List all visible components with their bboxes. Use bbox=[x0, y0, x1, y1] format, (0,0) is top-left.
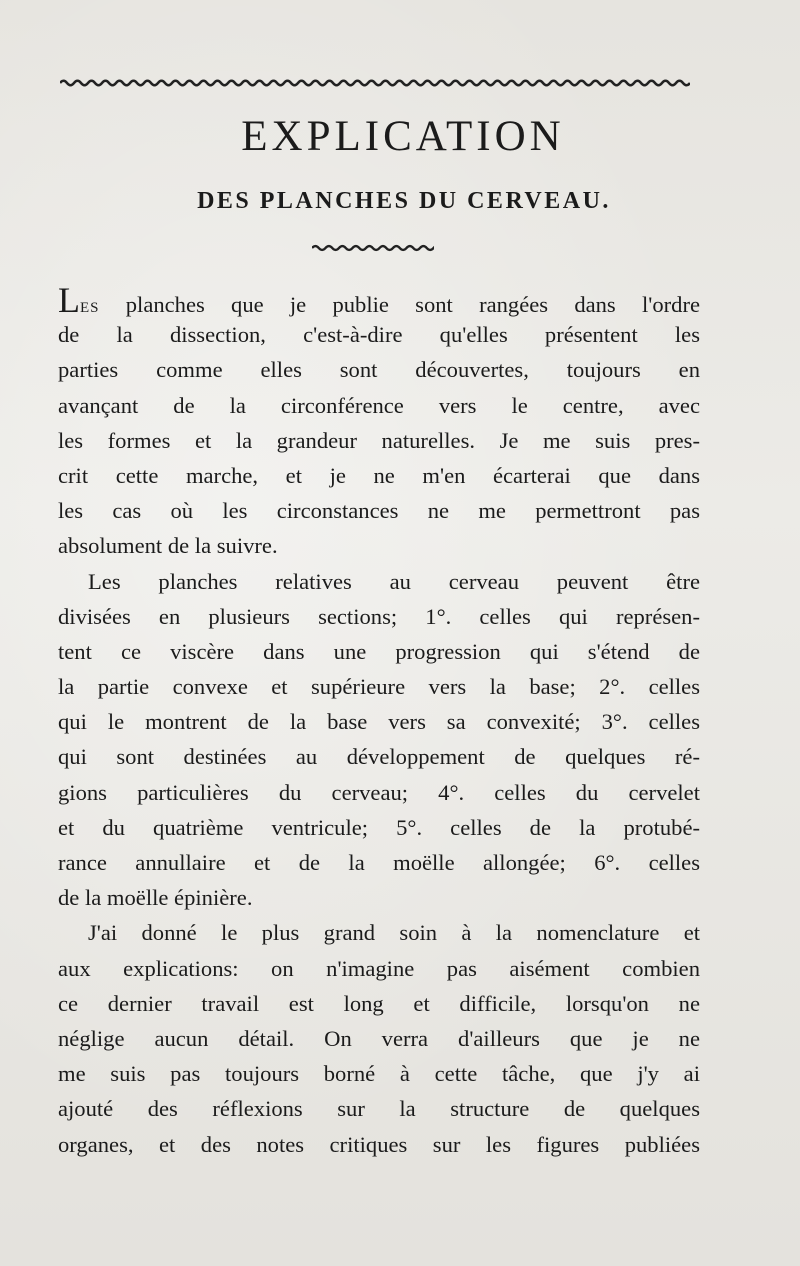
text-line: ajouté des réflexions sur la structure de quelques bbox=[58, 1096, 700, 1122]
text-line: et du quatrième ventricule; 5°. celles de la protubé- bbox=[58, 814, 700, 840]
text-line: me suis pas toujours borné à cette tâche, que j'y ai bbox=[58, 1061, 700, 1087]
body-text bbox=[58, 282, 700, 1162]
text-line: la partie convexe et supérieure vers la base; 2°. celles bbox=[58, 674, 700, 700]
text-line: les cas où les circonstances ne me permettront pas bbox=[58, 498, 700, 524]
text-line: ce dernier travail est long et difficile, lorsqu'on ne bbox=[58, 990, 700, 1016]
text-line: J'ai donné le plus grand soin à la nomenclature et bbox=[88, 920, 700, 946]
small-caps: ES bbox=[80, 300, 100, 316]
text-line: de la moëlle épinière. bbox=[58, 885, 253, 911]
text-line: parties comme elles sont découvertes, toujours en bbox=[58, 357, 700, 383]
text-line: organes, et des notes critiques sur les figures publiées bbox=[58, 1131, 700, 1157]
small-ornamental-rule bbox=[312, 242, 434, 254]
text-line: qui le montrent de la base vers sa convexité; 3°. celles bbox=[58, 709, 700, 735]
text-line: Les planches relatives au cerveau peuvent être bbox=[88, 568, 700, 594]
page-title: EXPLICATION bbox=[241, 113, 565, 160]
text-line: crit cette marche, et je ne m'en écarterai que dans bbox=[58, 462, 700, 488]
text-line: de la dissection, c'est-à-dire qu'elles présentent les bbox=[58, 322, 700, 348]
first-line-rest: planches que je publie sont rangées dans l'ordre bbox=[99, 292, 700, 317]
page-subtitle: DES PLANCHES DU CERVEAU. bbox=[197, 188, 611, 214]
drop-cap: L bbox=[58, 280, 80, 320]
text-line: divisées en plusieurs sections; 1°. celles qui représen- bbox=[58, 603, 700, 629]
text-line: qui sont destinées au développement de quelques ré- bbox=[58, 744, 700, 770]
top-ornamental-rule bbox=[60, 76, 690, 90]
text-line: tent ce viscère dans une progression qui s'étend de bbox=[58, 638, 700, 664]
text-line: gions particulières du cerveau; 4°. celles du cervelet bbox=[58, 779, 700, 805]
text-line: avançant de la circonférence vers le centre, avec bbox=[58, 392, 700, 418]
text-line: aux explications: on n'imagine pas aisément combien bbox=[58, 955, 700, 981]
text-line: les formes et la grandeur naturelles. Je me suis pres- bbox=[58, 427, 700, 453]
text-line: rance annullaire et de la moëlle allongée; 6°. celles bbox=[58, 850, 700, 875]
text-line-first bbox=[58, 280, 700, 320]
text-line: absolument de la suivre. bbox=[58, 533, 278, 559]
text-line: néglige aucun détail. On verra d'ailleurs que je ne bbox=[58, 1025, 700, 1051]
